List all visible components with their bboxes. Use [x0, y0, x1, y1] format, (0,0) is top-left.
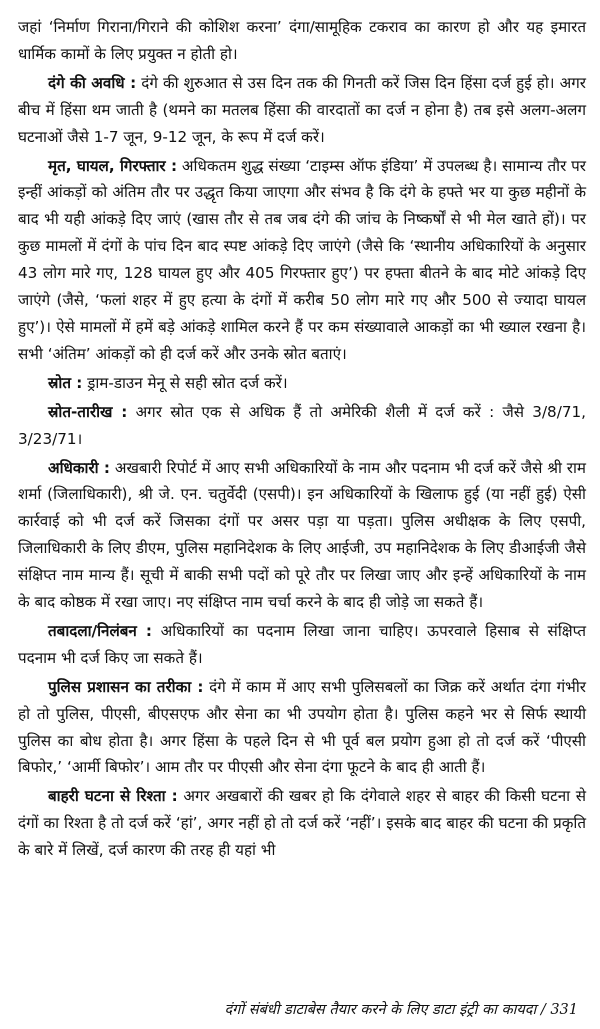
term-heading: मृत, घायल, गिरफ्तार : [48, 156, 178, 175]
paragraph-external-event [18, 783, 586, 864]
paragraph-body: अधिकतम शुद्ध संख्या ‘टाइम्स ऑफ इंडिया’ में उपलब्ध है। सामान्य तौर पर इन्हीं आंकड़ों को अंतिम तौर पर उद्धृत किया जाएगा और संभव है कि दंगे के हफ्ते भर या कुछ महीनों के बाद भी यही आंकड़े दिए जाएं (खास तौर से तब जब दंगे की जांच के निष्कर्षों से भी मेल खाते हों)। पर कुछ मामलों में दंगों के पांच दिन बाद स्पष्ट आंकड़े दिए जाएंगे (जैसे कि ‘स्थानीय अधिकारियों के अनुसार 43 लोग मारे गए, 128 घायल हुए और 405 गिरफ्तार हुए’) पर हफ्ता बीतने के बाद मोटे आंकड़े दिए जाएंगे (जैसे, ‘फलां शहर में हुए हत्या के दंगों में करीब 50 लोग मारे गए और 500 से ज्यादा घायल हुए’)। ऐसे मामलों में हमें बड़े आंकड़े शामिल करने हैं पर कम संख्यावाले आकड़ों का भी ख्याल रखना है। सभी ‘अंतिम’ आंकड़ों को ही दर्ज करें और उनके स्रोत बताएं। [18, 156, 586, 363]
term-heading: दंगे की अवधि : [48, 73, 137, 92]
paragraph-body: दंगे की शुरुआत से उस दिन तक की गिनती करें जिस दिन हिंसा दर्ज हुई हो। अगर बीच में हिंसा थम जाती है (थमने का मतलब हिंसा की वारदातों का दर्ज न होना है) तब इसे अलग-अलग घटनाओं जैसे 1-7 जून, 9-12 जून, के रूप में दर्ज करें। [18, 73, 586, 146]
paragraph-body: अधिकारियों का पदनाम लिखा जाना चाहिए। ऊपरवाले हिसाब से संक्षिप्त पदनाम भी दर्ज किए जा सकते हैं। [18, 621, 586, 667]
paragraph-source [18, 370, 586, 397]
paragraph-transfer-suspension [18, 618, 586, 672]
term-heading: स्रोत-तारीख : [48, 402, 128, 421]
paragraph-body: दंगे में काम में आए सभी पुलिसबलों का जिक्र करें अर्थात दंगा गंभीर हो तो पुलिस, पीएसी, बीएसएफ और सेना का भी उपयोग होता है। पुलिस कहने भर से सिर्फ स्थायी पुलिस का बोध होता है। अगर हिंसा के पहले दिन से भी पूर्व बल प्रयोग हुआ हो तो दर्ज करें ‘पीएसी बिफोर,’ ‘आर्मी बिफोर’। आम तौर पर पीएसी और सेना दंगा फूटने के बाद ही आती हैं। [18, 677, 586, 777]
paragraph-officials [18, 455, 586, 616]
term-heading: पुलिस प्रशासन का तरीका : [48, 677, 204, 696]
paragraph-riot-duration [18, 70, 586, 151]
paragraph-casualties [18, 153, 586, 368]
term-heading: बाहरी घटना से रिश्ता : [48, 787, 178, 806]
paragraph-body: अगर अखबारों की खबर हो कि दंगेवाले शहर से बाहर की किसी घटना से दंगों का रिश्ता है तो दर्ज करें ‘हां’, अगर नहीं हो तो दर्ज करें ‘नहीं’। इसके बाद बाहर की घटना की प्रकृति के बारे में लिखें, दर्ज कारण की तरह ही यहां भी [18, 787, 586, 860]
term-heading: तबादला/निलंबन : [48, 621, 152, 640]
term-heading: स्रोत : [48, 373, 83, 392]
page-footer: दंगों संबंधी डाटाबेस तैयार करने के लिए डाटा इंट्री का कायदा / 331 [224, 1002, 578, 1018]
paragraph-source-date [18, 399, 586, 453]
paragraph-intro [18, 14, 586, 68]
paragraph-body: अगर स्रोत एक से अधिक हैं तो अमेरिकी शैली में दर्ज करें : जैसे 3/8/71, 3/23/71। [18, 402, 586, 448]
paragraph-body: अखबारी रिपोर्ट में आए सभी अधिकारियों के नाम और पदनाम भी दर्ज करें जैसे श्री राम शर्मा (जिलाधिकारी), श्री जे. एन. चतुर्वेदी (एसपी)। इन अधिकारियों के खिलाफ हुई (या नहीं हुई) ऐसी कार्रवाई को भी दर्ज करें जिसका दंगों पर असर पड़ा या पड़ता। पुलिस अधीक्षक के लिए एसपी, जिलाधिकारी के लिए डीएम, पुलिस महानिदेशक के लिए आईजी, उप महानिदेशक के लिए डीआईजी जैसे संक्षिप्त नाम मान्य हैं। सूची में बाकी सभी पदों को पूरे तौर पर लिखा जाए और इन्हें अधिकारियों के नाम के बाद कोष्ठक में रखा जाए। नए संक्षिप्त नाम चर्चा करने के बाद ही जोड़े जा सकते हैं। [18, 458, 587, 612]
paragraph-body: ड्राम-डाउन मेनू से सही स्रोत दर्ज करें। [82, 373, 288, 392]
paragraph-body: जहां ‘निर्माण गिराना/गिराने की कोशिश करना’ दंगा/सामूहिक टकराव का कारण हो और यह इमारत धार्मिक कामों के लिए प्रयुक्त न होती हो। [18, 18, 586, 63]
paragraph-police-method [18, 674, 586, 782]
term-heading: अधिकारी : [48, 458, 110, 477]
